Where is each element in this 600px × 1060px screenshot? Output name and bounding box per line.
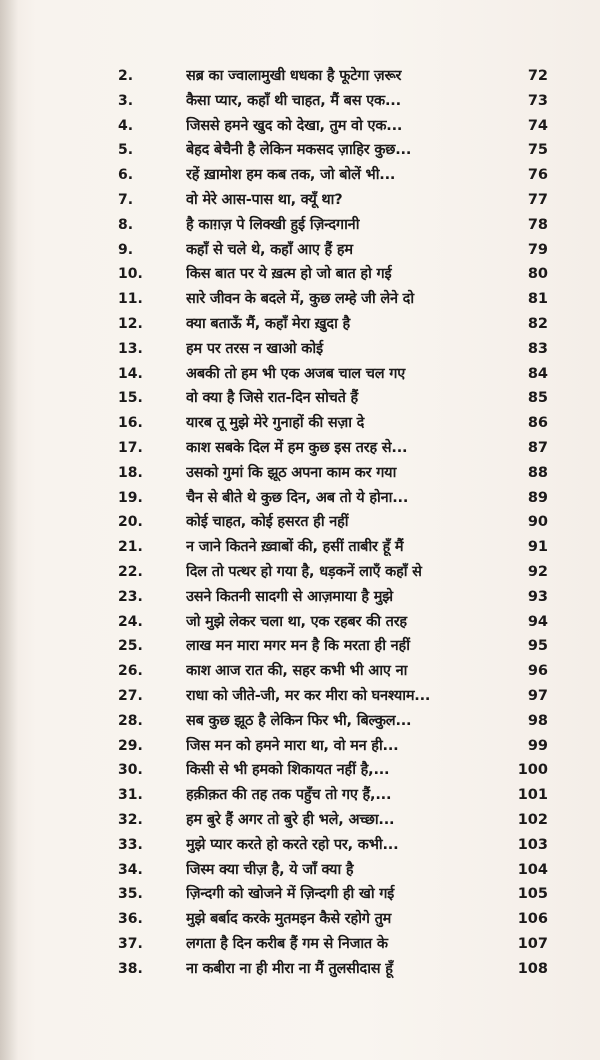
toc-entry — [118, 163, 558, 188]
entry-number: 28. — [118, 712, 143, 729]
entry-title: उसने कितनी सादगी से आज़माया है मुझे — [186, 588, 393, 605]
toc-entry — [118, 808, 558, 833]
entry-page-number: 75 — [527, 142, 548, 159]
entry-number: 38. — [118, 960, 143, 977]
entry-number: 14. — [118, 365, 143, 382]
entry-title: कहाँ से चले थे, कहाँ आए हैं हम — [186, 241, 353, 258]
entry-title: रहें ख़ामोश हम कब तक, जो बोलें भी... — [186, 167, 396, 184]
entry-title: राधा को जीते-जी, मर कर मीरा को घनश्याम... — [186, 687, 431, 704]
toc-entry — [118, 461, 558, 486]
entry-number: 27. — [118, 687, 143, 704]
entry-number: 18. — [118, 464, 143, 481]
entry-number: 20. — [118, 514, 143, 531]
entry-title: हम पर तरस न खाओ कोई — [186, 340, 323, 357]
entry-title: काश आज रात की, सहर कभी भी आए ना — [186, 663, 408, 680]
entry-number: 9. — [118, 241, 134, 258]
entry-page-number: 105 — [517, 886, 548, 903]
toc-entry — [118, 138, 558, 163]
toc-entry — [118, 659, 558, 684]
entry-number: 3. — [118, 92, 134, 109]
toc-entry — [118, 585, 558, 610]
entry-page-number: 92 — [527, 563, 548, 580]
entry-title: हक़ीक़त की तह तक पहुँच तो गए हैं,... — [186, 787, 392, 804]
entry-number: 2. — [118, 68, 134, 84]
entry-title: वो मेरे आस-पास था, क्यूँ था? — [186, 191, 343, 208]
entry-page-number: 104 — [517, 861, 548, 878]
toc-entry — [118, 560, 558, 585]
entry-page-number: 77 — [527, 191, 548, 208]
entry-number: 37. — [118, 935, 143, 952]
entry-page-number: 74 — [527, 117, 548, 134]
entry-page-number: 95 — [527, 638, 548, 655]
entry-number: 15. — [118, 390, 143, 407]
entry-page-number: 88 — [527, 464, 548, 481]
entry-title: बेहद बेचैनी है लेकिन मकसद ज़ाहिर कुछ... — [186, 142, 412, 159]
entry-number: 19. — [118, 489, 143, 506]
binding-shadow — [0, 0, 18, 1060]
entry-page-number: 79 — [527, 241, 548, 258]
entry-title: जो मुझे लेकर चला था, एक रहबर की तरह — [186, 613, 407, 630]
toc-entry — [118, 486, 558, 511]
entry-number: 26. — [118, 663, 143, 680]
entry-number: 22. — [118, 563, 143, 580]
toc-entry — [118, 213, 558, 238]
entry-title: मुझे बर्बाद करके मुतमइन कैसे रहोगे तुम — [186, 911, 392, 928]
toc-entry — [118, 610, 558, 635]
entry-page-number: 72 — [527, 68, 548, 84]
entry-page-number: 86 — [527, 415, 548, 432]
entry-page-number: 73 — [527, 92, 548, 109]
entry-number: 33. — [118, 836, 143, 853]
entry-title: है काग़ज़ पे लिक्खी हुई ज़िन्दगानी — [186, 216, 360, 233]
entry-number: 16. — [118, 415, 143, 432]
toc-entry — [118, 535, 558, 560]
entry-title: यारब तू मुझे मेरे गुनाहों की सज़ा दे — [186, 415, 365, 432]
entry-number: 4. — [118, 117, 134, 134]
entry-page-number: 89 — [527, 489, 548, 506]
entry-number: 21. — [118, 539, 143, 556]
entry-page-number: 90 — [527, 514, 548, 531]
entry-title: जिस्म क्या चीज़ है, ये जाँ क्या है — [186, 861, 354, 878]
entry-title: सब्र का ज्वालामुखी धधका है फूटेगा ज़रूर — [186, 68, 402, 84]
toc-entry — [118, 858, 558, 883]
entry-page-number: 101 — [517, 787, 548, 804]
entry-title: जिस मन को हमने मारा था, वो मन ही... — [186, 737, 399, 754]
entry-page-number: 76 — [527, 167, 548, 184]
entry-page-number: 82 — [527, 315, 548, 332]
entry-page-number: 84 — [527, 365, 548, 382]
toc-entry — [118, 312, 558, 337]
entry-page-number: 96 — [527, 663, 548, 680]
entry-title: अबकी तो हम भी एक अजब चाल चल गए — [186, 365, 406, 382]
entry-number: 23. — [118, 588, 143, 605]
entry-title: क्या बताऊँ मैं, कहाँ मेरा ख़ुदा है — [186, 315, 351, 332]
entry-title: लाख मन मारा मगर मन है कि मरता ही नहीं — [186, 638, 410, 655]
entry-title: चैन से बीते थे कुछ दिन, अब तो ये होना... — [186, 489, 409, 506]
entry-number: 24. — [118, 613, 143, 630]
entry-page-number: 94 — [527, 613, 548, 630]
entry-title: कैसा प्यार, कहाँ थी चाहत, मैं बस एक... — [186, 92, 401, 109]
toc-entry — [118, 436, 558, 461]
toc-entry — [118, 188, 558, 213]
entry-page-number: 108 — [517, 960, 548, 977]
toc-entry — [118, 114, 558, 139]
entry-page-number: 80 — [527, 266, 548, 283]
entry-number: 36. — [118, 911, 143, 928]
entry-page-number: 83 — [527, 340, 548, 357]
entry-number: 32. — [118, 811, 143, 828]
toc-entry — [118, 957, 558, 982]
entry-title: उसको गुमां कि झूठ अपना काम कर गया — [186, 464, 397, 481]
entry-title: मुझे प्यार करते हो करते रहो पर, कभी... — [186, 836, 399, 853]
entry-page-number: 99 — [527, 737, 548, 754]
entry-title: किस बात पर ये ख़त्म हो जो बात हो गई — [186, 266, 392, 283]
entry-title: दिल तो पत्थर हो गया है, धड़कनें लाएँ कहाँ से — [186, 563, 422, 580]
entry-page-number: 78 — [527, 216, 548, 233]
entry-page-number: 87 — [527, 439, 548, 456]
entry-number: 30. — [118, 762, 143, 779]
entry-page-number: 97 — [527, 687, 548, 704]
entry-page-number: 91 — [527, 539, 548, 556]
entry-page-number: 103 — [517, 836, 548, 853]
entry-page-number: 106 — [517, 911, 548, 928]
entry-page-number: 98 — [527, 712, 548, 729]
toc-entry — [118, 510, 558, 535]
toc-entry — [118, 411, 558, 436]
entry-number: 5. — [118, 142, 134, 159]
toc-entry — [118, 783, 558, 808]
entry-number: 25. — [118, 638, 143, 655]
toc-entry — [118, 709, 558, 734]
entry-number: 13. — [118, 340, 143, 357]
entry-number: 10. — [118, 266, 143, 283]
toc-entry — [118, 758, 558, 783]
toc-entry — [118, 734, 558, 759]
entry-title: लगता है दिन करीब हैं गम से निजात के — [186, 935, 388, 952]
entry-page-number: 107 — [517, 935, 548, 952]
entry-page-number: 85 — [527, 390, 548, 407]
toc-entry — [118, 386, 558, 411]
toc-entry — [118, 634, 558, 659]
toc-entry — [118, 89, 558, 114]
entry-title: सारे जीवन के बदले में, कुछ लम्हे जी लेने दो — [186, 291, 414, 308]
toc-entry — [118, 882, 558, 907]
toc-entry — [118, 362, 558, 387]
toc-entry — [118, 833, 558, 858]
toc-entry — [118, 238, 558, 263]
entry-number: 7. — [118, 191, 134, 208]
toc-entry — [118, 287, 558, 312]
entry-number: 8. — [118, 216, 134, 233]
entry-number: 29. — [118, 737, 143, 754]
entry-page-number: 102 — [517, 811, 548, 828]
entry-number: 17. — [118, 439, 143, 456]
entry-page-number: 81 — [527, 291, 548, 308]
toc-entry — [118, 64, 558, 89]
entry-number: 35. — [118, 886, 143, 903]
entry-title: काश सबके दिल में हम कुछ इस तरह से... — [186, 439, 408, 456]
entry-number: 6. — [118, 167, 134, 184]
entry-title: कोई चाहत, कोई हसरत ही नहीं — [186, 514, 349, 531]
entry-title: ज़िन्दगी को खोजने में ज़िन्दगी ही खो गई — [186, 886, 395, 903]
entry-title: ना कबीरा ना ही मीरा ना मैं तुलसीदास हूँ — [186, 960, 393, 977]
entry-page-number: 93 — [527, 588, 548, 605]
entry-title: सब कुछ झूठ है लेकिन फिर भी, बिल्कुल... — [186, 712, 412, 729]
toc-entry — [118, 907, 558, 932]
table-of-contents — [118, 64, 558, 981]
entry-title: न जाने कितने ख़्वाबों की, हसीं ताबीर हूँ मैं — [186, 539, 404, 556]
toc-entry — [118, 337, 558, 362]
entry-page-number: 100 — [517, 762, 548, 779]
toc-entry — [118, 262, 558, 287]
entry-number: 11. — [118, 291, 143, 308]
entry-title: हम बुरे हैं अगर तो बुरे ही भले, अच्छा... — [186, 811, 395, 828]
toc-entry — [118, 932, 558, 957]
entry-number: 12. — [118, 315, 143, 332]
entry-number: 31. — [118, 787, 143, 804]
entry-title: किसी से भी हमको शिकायत नहीं है,... — [186, 762, 390, 779]
entry-number: 34. — [118, 861, 143, 878]
entry-title: जिससे हमने खुद को देखा, तुम वो एक... — [186, 117, 403, 134]
toc-entry — [118, 684, 558, 709]
entry-title: वो क्या है जिसे रात-दिन सोचते हैं — [186, 390, 359, 407]
